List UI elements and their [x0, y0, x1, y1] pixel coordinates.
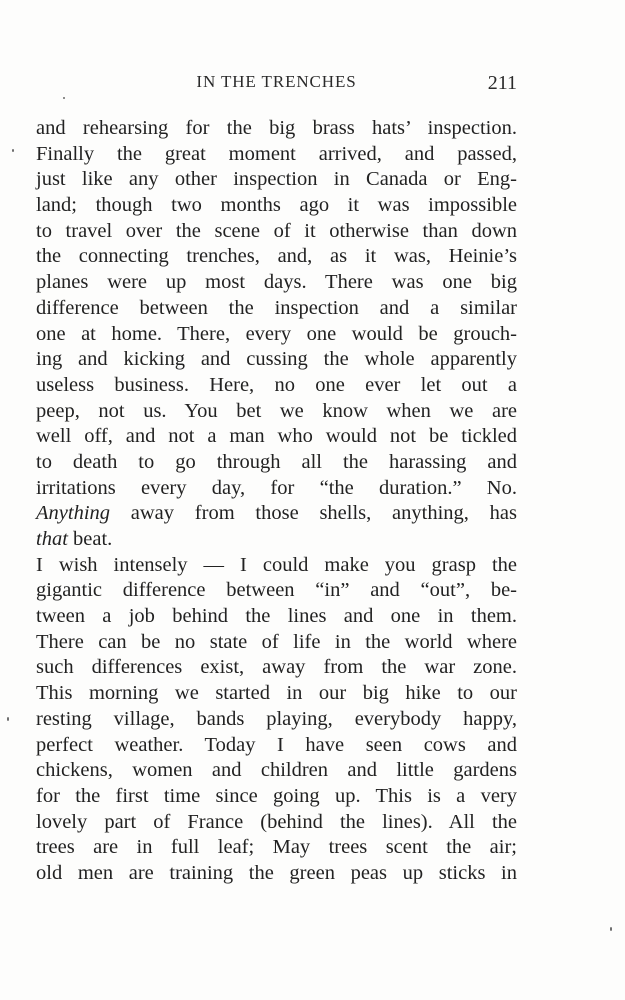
text-line: tween a job behind the lines and one in them.: [36, 605, 517, 628]
text-line: land; though two months ago it was impossible: [36, 194, 517, 217]
text-line: gigantic difference between “in” and “out”, be-: [36, 579, 517, 602]
text-line: difference between the inspection and a similar: [36, 296, 517, 319]
text-line-italic-lead: [36, 501, 517, 527]
running-title: IN THE TRENCHES: [196, 72, 357, 91]
italic-word: that: [36, 528, 68, 550]
text-line: such differences exist, away from the war zone.: [36, 656, 517, 679]
text-line: useless business. Here, no one ever let out a: [36, 373, 517, 396]
text-line: to death to go through all the harassing and: [36, 450, 517, 473]
text-line: peep, not us. You bet we know when we are: [36, 399, 517, 422]
text-line: lovely part of France (behind the lines). All the: [36, 810, 517, 833]
paper-speck: [610, 927, 612, 931]
text-line: and rehearsing for the big brass hats’ inspection.: [36, 117, 517, 139]
text-line: ing and kicking and cussing the whole apparently: [36, 348, 517, 371]
text-run: beat.: [67, 528, 113, 550]
text-line: There can be no state of life in the world where: [36, 630, 517, 653]
paragraph-end-line: [36, 527, 517, 553]
text-line: the connecting trenches, and, as it was, Heinie’s: [36, 245, 517, 268]
text-line: old men are training the green peas up sticks in: [36, 861, 517, 884]
text-line: Finally the great moment arrived, and passed,: [36, 142, 517, 165]
text-line: well off, and not a man who would not be tickled: [36, 425, 517, 448]
text-run: away from those shells, anything, has: [110, 502, 517, 525]
text-line: irritations every day, for “the duration.” No.: [36, 476, 517, 499]
text-line: one at home. There, every one would be grouch-: [36, 322, 517, 345]
page-number: 211: [487, 72, 517, 94]
text-line: chickens, women and children and little gardens: [36, 759, 517, 782]
text-line: trees are in full leaf; May trees scent the air;: [36, 836, 517, 859]
text-line: resting village, bands playing, everybody happy,: [36, 707, 517, 730]
text-line: to travel over the scene of it otherwise than down: [36, 219, 517, 242]
text-line: for the first time since going up. This is a very: [36, 784, 517, 807]
text-line: perfect weather. Today I have seen cows and: [36, 733, 517, 756]
italic-word: Anything: [36, 502, 111, 525]
text-line: planes were up most days. There was one big: [36, 271, 517, 294]
paper-speck: [12, 149, 14, 152]
body-text: [36, 116, 517, 887]
running-head: [36, 72, 517, 96]
paper-speck: [63, 97, 65, 99]
text-line: This morning we started in our big hike to our: [36, 682, 517, 705]
paper-speck: [7, 717, 9, 721]
text-line: just like any other inspection in Canada or Eng-: [36, 168, 517, 191]
text-line: I wish intensely — I could make you grasp the: [36, 553, 517, 576]
